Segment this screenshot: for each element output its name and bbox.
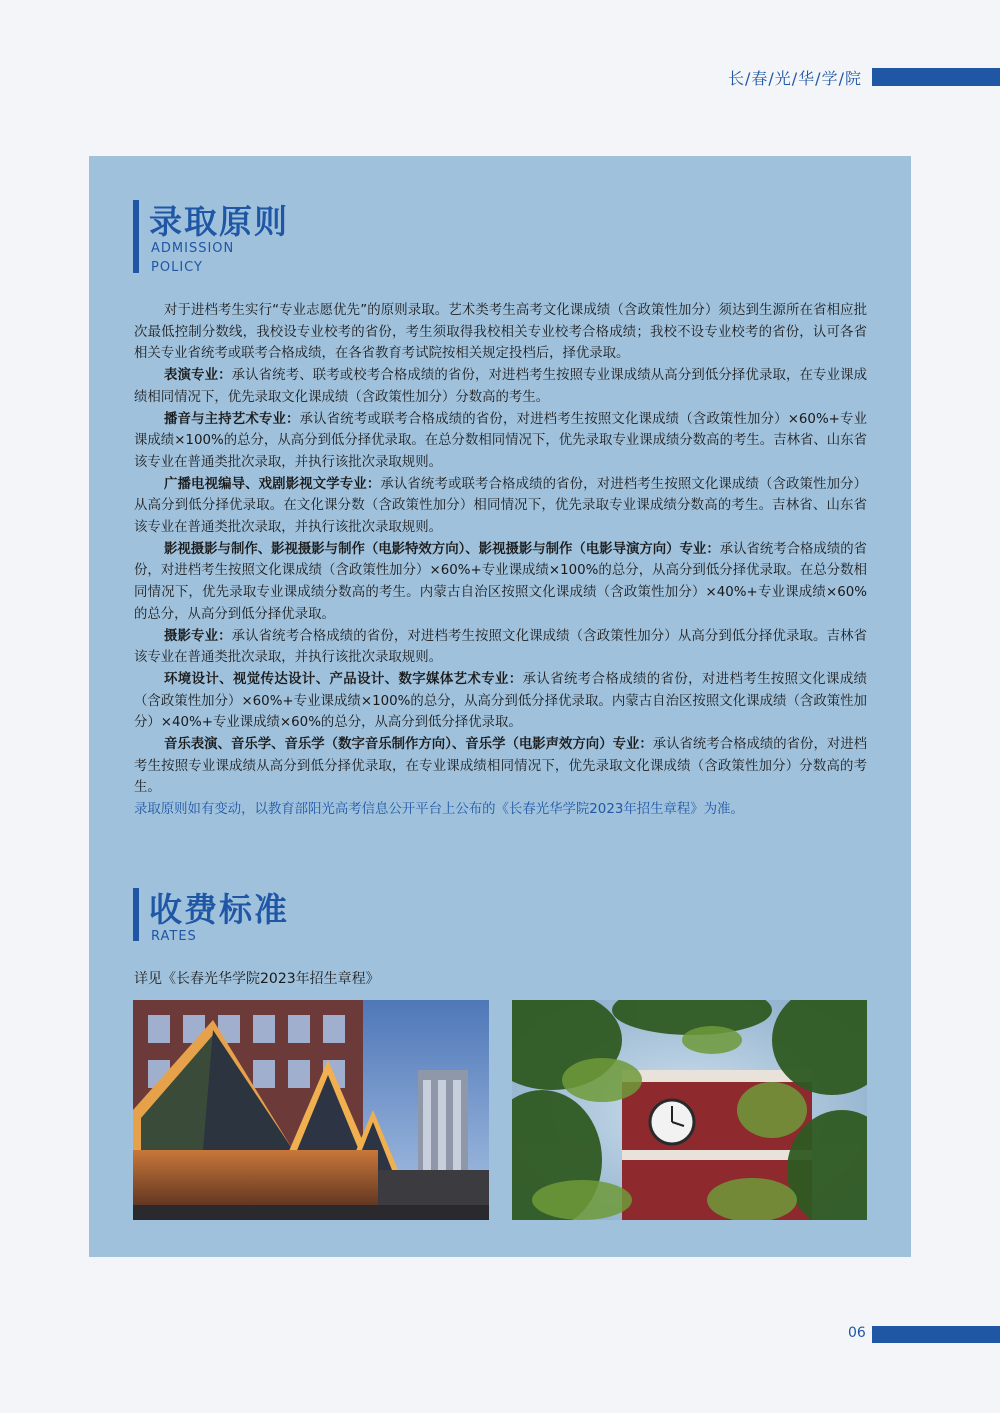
policy-item-text: 承认省统考、联考或校考合格成绩的省份，对进档考生按照专业课成绩从高分到低分择优录取，在专业课成绩相同情况下，优先录取文化课成绩（含政策性加分）分数高的考生。 — [134, 368, 867, 405]
footer-accent-bar — [872, 1326, 1000, 1343]
clock-tower-photo — [512, 1000, 867, 1220]
rates-detail: 详见《长春光华学院2023年招生章程》 — [134, 971, 380, 987]
header-accent-bar — [872, 68, 1000, 86]
page-number: 06 — [848, 1325, 866, 1341]
rates-subtitle: RATES — [151, 929, 197, 944]
policy-item-label: 影视摄影与制作、影视摄影与制作（电影特效方向）、影视摄影与制作（电影导演方向）专业： — [164, 541, 720, 557]
policy-item — [134, 626, 867, 669]
campus-building-illustration — [133, 1000, 489, 1220]
policy-item — [134, 409, 867, 474]
admission-subtitle-line2: POLICY — [151, 260, 203, 275]
policy-note: 录取原则如有变动，以教育部阳光高考信息公开平台上公布的《长春光华学院2023年招生章程》为准。 — [134, 802, 744, 818]
policy-item-text: 承认省统考合格成绩的省份，对进档考生按照文化课成绩（含政策性加分）从高分到低分择优录取。吉林省该专业在普通类批次录取，并执行该批次录取规则。 — [134, 628, 867, 666]
policy-item-label: 表演专业： — [164, 368, 232, 384]
campus-building-photo — [133, 1000, 489, 1220]
policy-item-text: 承认省统考合格成绩的省份，对进档考生按照文化课成绩（含政策性加分）×60%+专业课成绩×100%的总分，从高分到低分择优录取。在总分数相同情况下，优先录取专业课成绩分数高的考生。内蒙古自治区按照文化课成绩（含政策性加分）×40%+专业课成绩×60%的总分，从高分到低分择优录取。 — [134, 541, 867, 622]
policy-item-text: 承认省统考合格成绩的省份，对进档考生按照文化课成绩（含政策性加分）×60%+专业课成绩×100%的总分，从高分到低分择优录取。内蒙古自治区按照文化课成绩（含政策性加分）×40%+专业课成绩×60%的总分，从高分到低分择优录取。 — [134, 671, 868, 731]
policy-item — [134, 669, 867, 734]
policy-item-label: 摄影专业： — [164, 628, 232, 644]
policy-intro: 对于进档考生实行“专业志愿优先”的原则录取。艺术类考生高考文化课成绩（含政策性加分）须达到生源所在省相应批次最低控制分数线，我校设专业校考的省份，考生须取得我校相关专业校考合格成绩；我校不设专业校考的省份，认可各省相关专业省统考或联考合格成绩，在各省教育考试院按相关规定投档后，择优录取。 — [134, 303, 867, 362]
clock-tower-illustration — [512, 1000, 867, 1220]
admission-subtitle — [151, 239, 234, 277]
policy-item — [134, 734, 867, 799]
policy-item-label: 广播电视编导、戏剧影视文学专业： — [164, 476, 381, 492]
rates-title: 收费标准 — [149, 890, 289, 929]
policy-item — [134, 474, 867, 539]
policy-item-label: 播音与主持艺术专业： — [164, 411, 300, 427]
header-school-name: 长/春/光/华/学/院 — [728, 69, 862, 88]
policy-item-text: 承认省统考或联考合格成绩的省份，对进档考生按照文化课成绩（含政策性加分）×60%+专业课成绩×100%的总分，从高分到低分择优录取。在总分数相同情况下，优先录取专业课成绩分数高的考生。吉林省、山东省该专业在普通类批次录取，并执行该批次录取规则。 — [134, 411, 868, 470]
policy-item — [134, 365, 867, 408]
section-marker-bar — [133, 888, 139, 941]
admission-policy-body — [134, 300, 867, 821]
policy-item-text: 承认省统考合格成绩的省份，对进档考生按照专业课成绩从高分到低分择优录取，在专业课成绩相同情况下，优先录取文化课成绩（含政策性加分）分数高的考生。 — [134, 737, 868, 796]
policy-item-label: 音乐表演、音乐学、音乐学（数字音乐制作方向）、音乐学（电影声效方向）专业： — [164, 737, 653, 753]
admission-subtitle-line1: ADMISSION — [151, 241, 235, 256]
admission-title: 录取原则 — [149, 202, 289, 241]
policy-item-label: 环境设计、视觉传达设计、产品设计、数字媒体艺术专业： — [164, 671, 523, 687]
section-marker-bar — [133, 200, 139, 273]
policy-item — [134, 539, 867, 626]
policy-item-text: 承认省统考或联考合格成绩的省份，对进档考生按照文化课成绩（含政策性加分）从高分到低分择优录取。在文化课分数（含政策性加分）相同情况下，优先录取专业课成绩分数高的考生。吉林省、山东省该专业在普通类批次录取，并执行该批次录取规则。 — [134, 476, 868, 536]
